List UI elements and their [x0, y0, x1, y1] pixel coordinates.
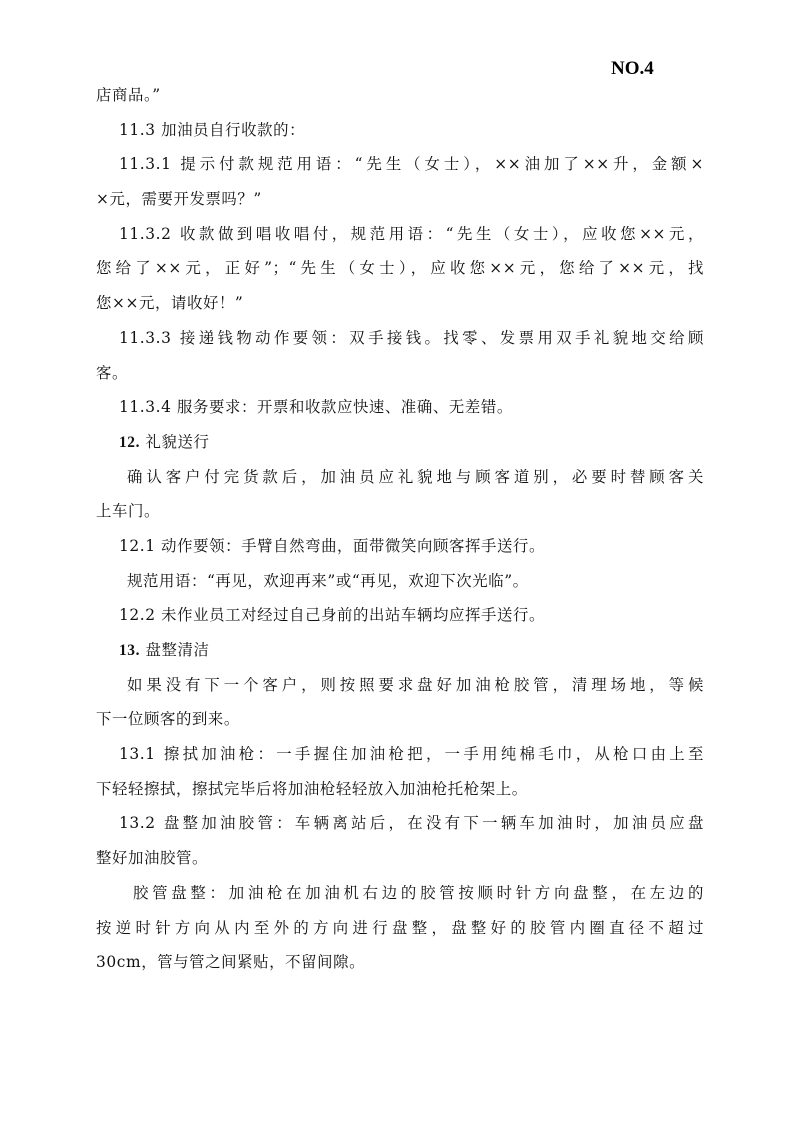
heading-12 [96, 425, 704, 460]
text-line: 下一位顾客的到来。 [96, 710, 240, 729]
text-line: 下轻轻擦拭，擦拭完毕后将加油枪轻轻放入加油枪托枪架上。 [96, 779, 528, 798]
text-line: 客。 [96, 363, 128, 382]
paragraph: 胶管盘整：加油枪在加油机右边的胶管按顺时针方向盘整，在左边的 [133, 883, 704, 902]
text-line: ×元，需要开发票吗？” [96, 190, 262, 209]
paragraph: 确认客户付完货款后，加油员应礼貌地与顾客道别，必要时替顾客关 [127, 467, 704, 486]
section-13-1: 13.1 擦拭加油枪：一手握住加油枪把，一手用纯棉毛巾，从枪口由上至 [119, 745, 704, 764]
heading-text: 礼貌送行 [140, 432, 210, 451]
text-line: 您给了××元，正好”；“先生（女士），应收您××元，您给了××元，找 [96, 259, 704, 278]
text-line: 上车门。 [96, 502, 160, 521]
section-12-2: 12.2 未作业员工对经过自己身前的出站车辆均应挥手送行。 [119, 606, 545, 625]
text-line: 按逆时针方向从内至外的方向进行盘整，盘整好的胶管内圈直径不超过 [96, 918, 704, 937]
section-11-3-1: 11.3.1 提示付款规范用语：“先生（女士），××油加了××升，金额× [119, 155, 704, 174]
page-number: NO.4 [611, 58, 654, 79]
heading-number: 13. [119, 642, 141, 659]
paragraph: 如果没有下一个客户，则按照要求盘好加油枪胶管，清理场地，等候 [127, 675, 704, 694]
heading-13 [96, 633, 704, 668]
document-body [96, 78, 704, 980]
section-11-3-4: 11.3.4 服务要求：开票和收款应快速、准确、无差错。 [119, 398, 513, 417]
section-13-2: 13.2 盘整加油胶管：车辆离站后，在没有下一辆车加油时，加油员应盘 [119, 814, 704, 833]
section-11-3: 11.3 加油员自行收款的： [119, 120, 306, 139]
text-line: 店商品。” [96, 86, 161, 104]
text-line: 整好加油胶管。 [96, 849, 208, 868]
heading-text: 盘整清洁 [140, 641, 210, 659]
heading-number: 12. [119, 433, 141, 451]
paragraph: 规范用语：“再见，欢迎再来”或“再见，欢迎下次光临”。 [127, 571, 529, 590]
section-12-1: 12.1 动作要领：手臂自然弯曲，面带微笑向顾客挥手送行。 [119, 536, 545, 555]
section-11-3-3: 11.3.3 接递钱物动作要领：双手接钱。找零、发票用双手礼貌地交给顾 [119, 328, 704, 347]
section-11-3-2: 11.3.2 收款做到唱收唱付，规范用语：“先生（女士），应收您××元， [119, 224, 704, 243]
text-line: 您××元，请收好！” [96, 294, 244, 313]
text-line: 30cm，管与管之间紧贴，不留间隙。 [96, 953, 366, 972]
